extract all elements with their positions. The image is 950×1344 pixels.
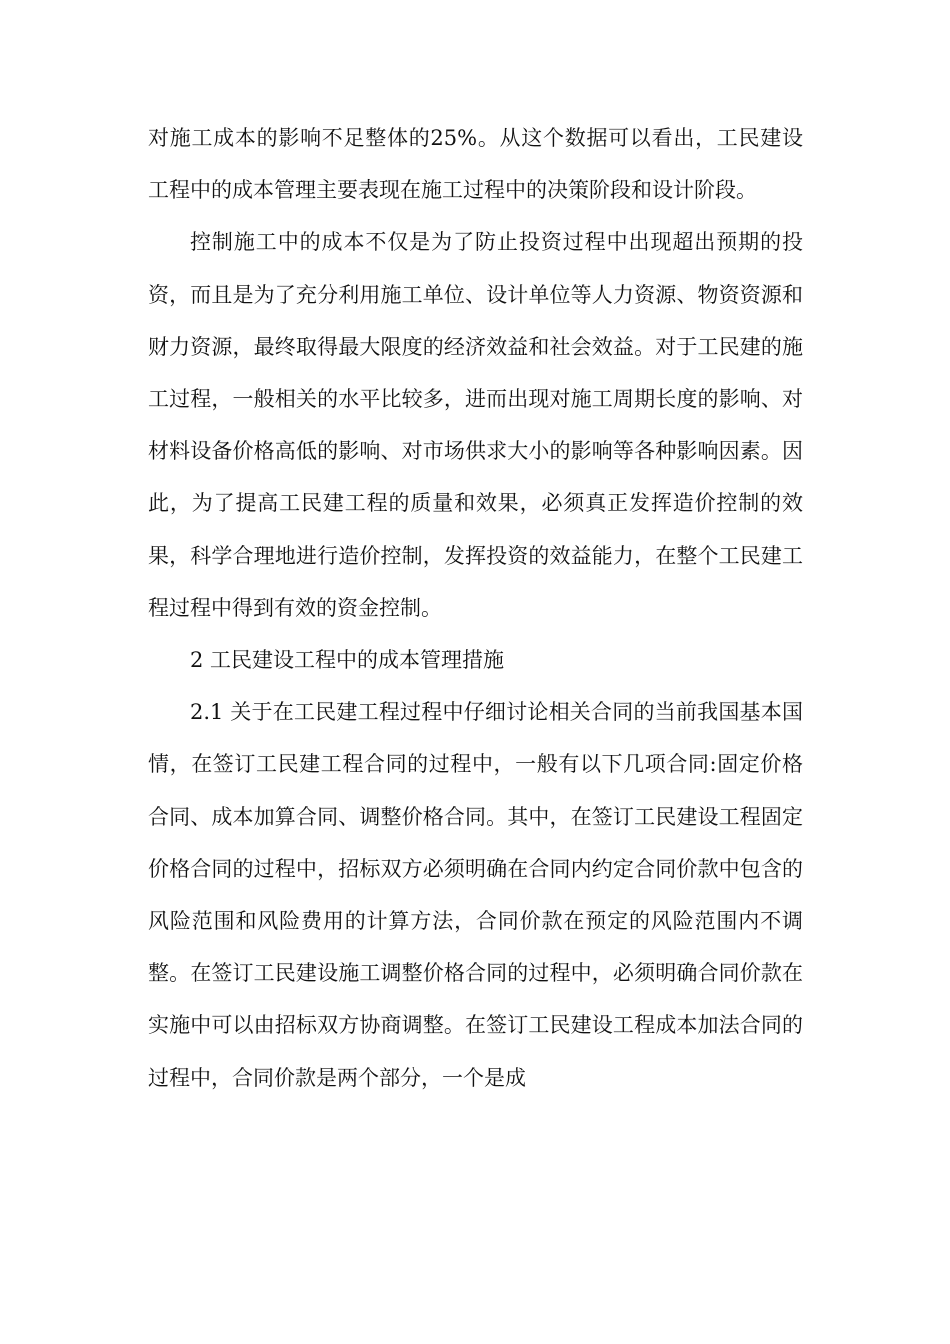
paragraph-contracts: 2.1 关于在工民建工程过程中仔细讨论相关合同的当前我国基本国情，在签订工民建工程合同的过程中，一般有以下几项合同:固定价格合同、成本加算合同、调整价格合同。其中，在签订工民建设工程固定价格合同的过程中，招标双方必须明确在合同内约定合同价款中包含的风险范围和风险费用的计算方法，合同价款在预定的风险范围内不调整。在签订工民建设施工调整价格合同的过程中，必须明确合同价款在实施中可以由招标双方协商调整。在签订工民建设工程成本加法合同的过程中，合同价款是两个部分，一个是成 (148, 700, 803, 1090)
section-heading: 2 工民建设工程中的成本管理措施 (190, 648, 505, 673)
paragraph-cost-control: 控制施工中的成本不仅是为了防止投资过程中出现超出预期的投资，而且是为了充分利用施工单位、设计单位等人力资源、物资资源和财力资源，最终取得最大限度的经济效益和社会效益。对于工民建的施工过程，一般相关的水平比较多，进而出现对施工周期长度的影响、对材料设备价格高低的影响、对市场供求大小的影响等各种影响因素。因此，为了提高工民建工程的质量和效果，必须真正发挥造价控制的效果，科学合理地进行造价控制，发挥投资的效益能力，在整个工民建工程过程中得到有效的资金控制。 (148, 230, 803, 620)
paragraph-continuation: 对施工成本的影响不足整体的25%。从这个数据可以看出，工民建设工程中的成本管理主要表现在施工过程中的决策阶段和设计阶段。 (148, 126, 803, 203)
document-body (148, 112, 803, 1104)
